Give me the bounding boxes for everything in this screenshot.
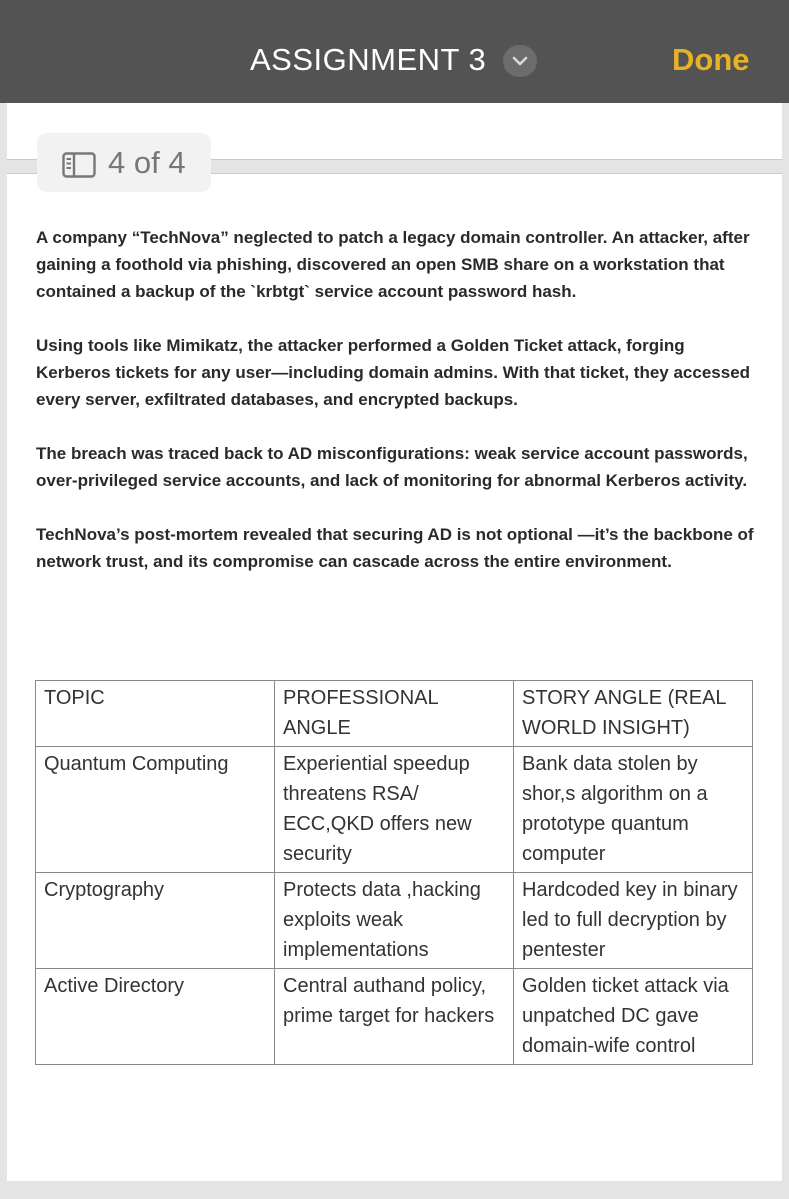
table-header-row <box>36 681 753 747</box>
table-cell: Experiential speedup threatens RSA/ ECC,QKD offers new security <box>275 747 514 873</box>
paragraph: TechNova’s post-mortem revealed that securing AD is not optional —it’s the backbone of network trust, and its compromise can cascade across the entire environment. <box>36 525 754 571</box>
document-title[interactable]: ASSIGNMENT 3 <box>250 42 487 77</box>
title-dropdown-button[interactable] <box>503 45 537 77</box>
page-indicator[interactable] <box>37 133 211 192</box>
table-cell: Hardcoded key in binary led to full decryption by pentester <box>514 873 753 969</box>
table-cell: Golden ticket attack via unpatched DC gave domain-wife control <box>514 969 753 1065</box>
table-cell: Active Directory <box>36 969 275 1065</box>
paragraph: A company “TechNova” neglected to patch a legacy domain controller. An attacker, after gaining a foothold via phishing, discovered an open SMB share on a workstation that contained a backup of the `krbtgt` service account password hash. <box>36 228 750 301</box>
paragraph: The breach was traced back to AD misconfigurations: weak service account passwords, over-privileged service accounts, and lack of monitoring for abnormal Kerberos activity. <box>36 444 748 490</box>
table-row <box>36 747 753 873</box>
table-cell: Cryptography <box>36 873 275 969</box>
chevron-down-icon <box>511 54 529 68</box>
table-cell: Central authand policy, prime target for hackers <box>275 969 514 1065</box>
paragraph: Using tools like Mimikatz, the attacker performed a Golden Ticket attack, forging Kerberos tickets for any user—including domain admins. With that ticket, they accessed every server, exfiltrated databases, and encrypted backups. <box>36 336 751 409</box>
comparison-table <box>35 680 753 1065</box>
table-row <box>36 969 753 1065</box>
table-cell: Protects data ,hacking exploits weak implementations <box>275 873 514 969</box>
table-header-cell: PROFESSIONAL ANGLE <box>275 681 514 747</box>
table-header-cell: TOPIC <box>36 681 275 747</box>
done-button[interactable]: Done <box>672 42 750 77</box>
table-row <box>36 873 753 969</box>
sidebar-icon <box>62 152 96 178</box>
table-header-cell: STORY ANGLE (REAL WORLD INSIGHT) <box>514 681 753 747</box>
table-cell: Bank data stolen by shor,s algorithm on a prototype quantum computer <box>514 747 753 873</box>
page-indicator-label: 4 of 4 <box>108 145 186 180</box>
document-body <box>36 224 761 602</box>
top-bar <box>0 0 789 103</box>
table-cell: Quantum Computing <box>36 747 275 873</box>
